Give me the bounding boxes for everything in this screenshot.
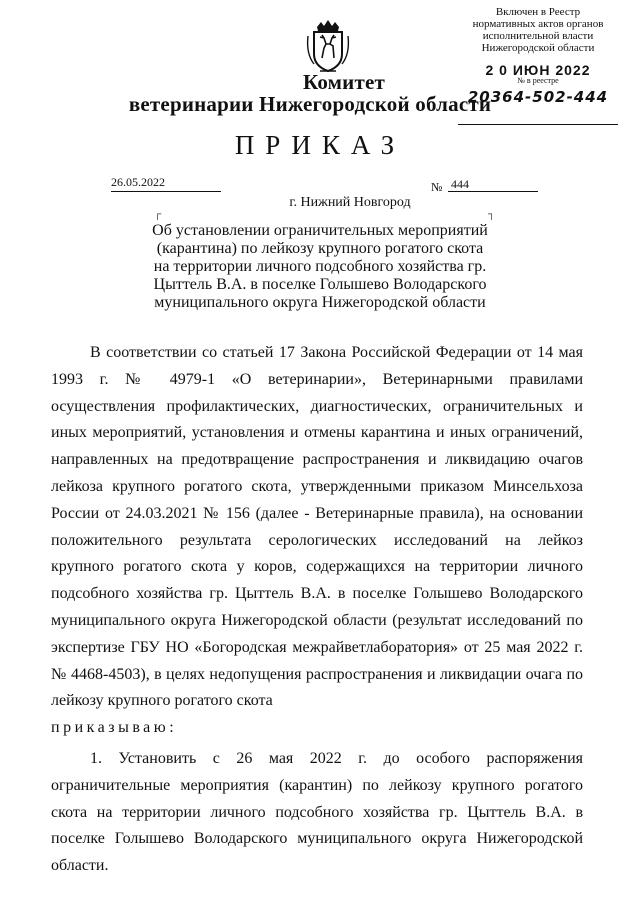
stamp-reg-number: 20364-502-444 [467,88,609,106]
registry-stamp [454,6,622,128]
stamp-line2: нормативных актов органов [472,18,604,30]
stamp-line1: Включен в Реестр [495,6,581,18]
date-underline [111,191,221,192]
org-name-line1: Комитет [302,70,386,94]
document-date: 26.05.2022 [111,175,165,189]
number-label: № [431,180,443,194]
corner-mark-left: ┌ [154,209,162,220]
document-title: ПРИКАЗ [234,130,406,160]
order-item-1: 1. Установить с 26 мая 2022 г. до особого распоряжения ограничительные мероприятия (карантин) по лейкозу крупного рогатого скота на территории личного подсобного хозяйства гр. Цыттель В.А. в поселке Голышево Володарского муниципального округа Нижегородской области. [51,749,583,875]
order-word: приказываю: [51,719,178,737]
document-number: 444 [451,177,469,191]
document-heading: Об установлении ограничительных мероприятий (карантина) по лейкозу крупного рогатого скота на территории личного подсобного хозяйства гр. Цыттель В.А. в поселке Голышево Володарского муниципального округа Нижегородской области [152,222,488,311]
stamp-date: 2 0 ИЮН 2022 [485,62,591,78]
stamp-line4: Нижегородской области [481,42,595,54]
stamp-reg-label: № в реестре [517,76,559,85]
stamp-line3: исполнительной власти [482,30,594,42]
corner-mark-right: ┐ [488,209,496,220]
coat-of-arms-icon [300,18,356,74]
number-underline [448,191,538,192]
stamp-underline [458,124,618,125]
city-name: г. Нижний Новгород [289,195,411,210]
preamble-paragraph: В соответствии со статьей 17 Закона Российской Федерации от 14 мая 1993 г. № 4979-1 «О ветеринарии», Ветеринарными правилами осуществления профилактических, диагностических, ограничительных и иных мероприятий, установления и отмены карантина и иных ограничений, направленных на предотвращение распространения и ликвидацию очагов лейкоза крупного рогатого скота, утвержденными приказом Минсельхоза России от 24.03.2021 № 156 (далее - Ветеринарные правила), на основании положительного результата серологических исследований на лейкоз крупного рогатого скота у коров, содержащихся на территории личного подсобного хозяйства гр. Цыттель В.А. в поселке Голышево Володарского муниципального округа Нижегородской области (результат исследований по экспертизе ГБУ НО «Богородская межрайветлаборатория» от 25 мая 2022 г. № 4468-4503), в целях недопущения распространения и ликвидации очага по лейкозу крупного рогатого скота [51,344,583,710]
org-name-line2: ветеринарии Нижегородской области [128,92,492,116]
document-body [51,340,583,880]
